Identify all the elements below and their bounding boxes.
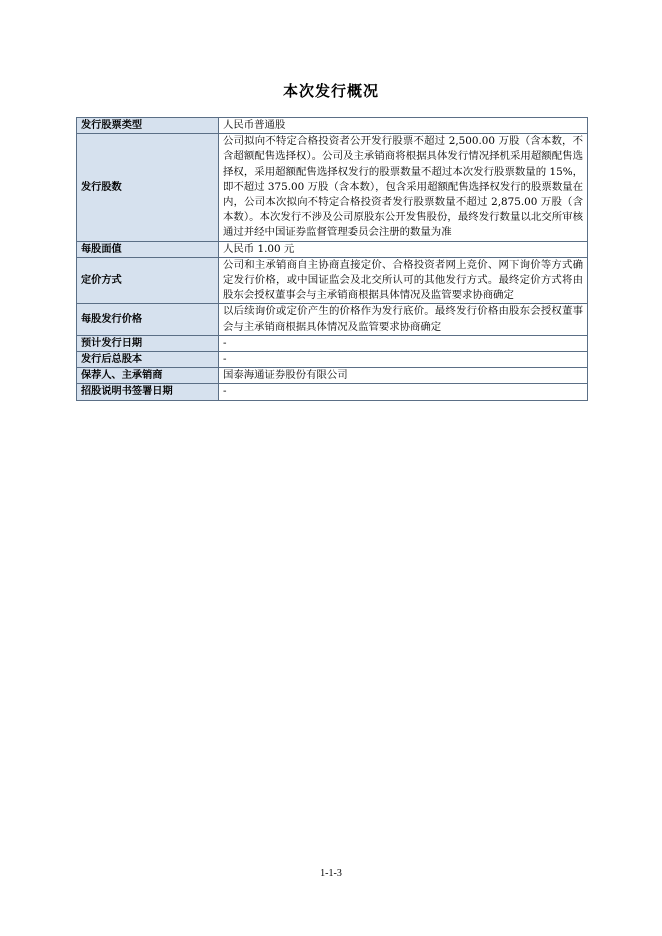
- row-label-sponsor: 保荐人、主承销商: [77, 368, 219, 384]
- page-number: 1-1-3: [320, 868, 342, 879]
- row-value-sponsor: 国泰海通证券股份有限公司: [219, 368, 588, 384]
- row-value-share-count: 公司拟向不特定合格投资者公开发行股票不超过 2,500.00 万股（含本数，不含超额配售选择权）。公司及主承销商将根据具体发行情况择机采用超额配售选择权，采用超额配售选择权发行的股票数量不超过本次发行股票数量的 15%，即不超过 375.00 万股（含本数），包含采用超额配售选择权发行的股票数量在内，公司本次拟向不特定合格投资者发行股票数量不超过 2,875.00 万股（含本数）。本次发行不涉及公司原股东公开发售股份，最终发行数量以北交所审核通过并经中国证券监督管理委员会注册的数量为准: [219, 134, 588, 241]
- row-label-pricing-method: 定价方式: [77, 257, 219, 304]
- row-value-pricing-method: 公司和主承销商自主协商直接定价、合格投资者网上竞价、网下询价等方式确定发行价格，或中国证监会及北交所认可的其他发行方式。最终定价方式将由股东会授权董事会与主承销商根据具体情况及监管要求协商确定: [219, 257, 588, 304]
- row-label-par-value: 每股面值: [77, 241, 219, 257]
- table-row: [77, 304, 588, 335]
- table-row: [77, 257, 588, 304]
- row-label-signing-date: 招股说明书签署日期: [77, 384, 219, 400]
- table-row: [77, 352, 588, 368]
- offering-summary-table: [76, 117, 588, 401]
- table-row: [77, 384, 588, 400]
- table-row: [77, 335, 588, 351]
- table-row: [77, 241, 588, 257]
- row-label-issue-date: 预计发行日期: [77, 335, 219, 351]
- page-title: 本次发行概况: [282, 82, 379, 100]
- row-value-total-shares: -: [219, 352, 588, 368]
- row-label-share-count: 发行股数: [77, 134, 219, 241]
- row-value-issue-price: 以后续询价或定价产生的价格作为发行底价。最终发行价格由股东会授权董事会与主承销商根据具体情况及监管要求协商确定: [219, 304, 588, 335]
- table-row: [77, 134, 588, 241]
- table-row: [77, 118, 588, 134]
- table-row: [77, 368, 588, 384]
- row-value-par-value: 人民币 1.00 元: [219, 241, 588, 257]
- row-value-issue-date: -: [219, 335, 588, 351]
- row-value-stock-type: 人民币普通股: [219, 118, 588, 134]
- row-value-signing-date: -: [219, 384, 588, 400]
- row-label-issue-price: 每股发行价格: [77, 304, 219, 335]
- row-label-total-shares: 发行后总股本: [77, 352, 219, 368]
- row-label-stock-type: 发行股票类型: [77, 118, 219, 134]
